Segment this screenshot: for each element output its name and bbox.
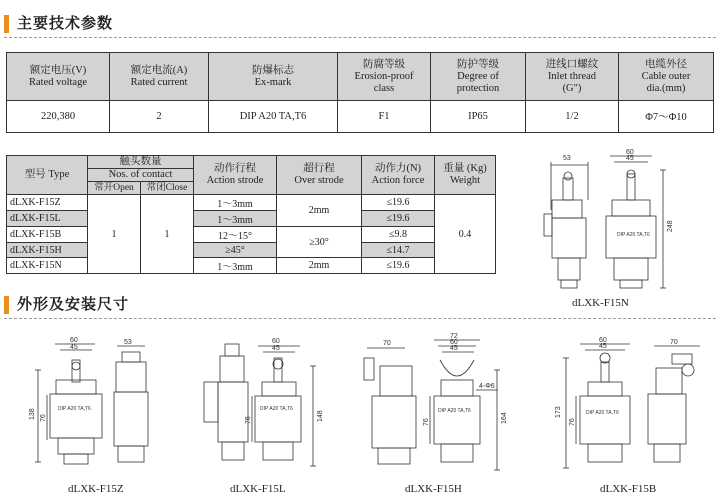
header-en: protection [456, 82, 500, 94]
header-cn: 超行程 [303, 163, 335, 174]
model-cell: dLXK-F15L [7, 211, 88, 227]
nameplate-text: DIP A20 TA,T6 [260, 406, 293, 412]
header-cn: 防爆标志 [252, 64, 294, 76]
model-cell: dLXK-F15H [7, 243, 88, 258]
dim-label: 76 [245, 416, 252, 424]
header-en: Rated voltage [28, 76, 88, 88]
caption-f15z: dLXK-F15Z [68, 483, 124, 495]
header-en: Cable outer [641, 70, 691, 82]
header-cn: 额定电压(V) [29, 64, 87, 76]
nameplate-text: DIP A20 TA,T6 [438, 408, 471, 414]
header-cn: 防护等级 [457, 58, 499, 70]
caption-f15h: dLXK-F15H [405, 483, 462, 495]
header-cn: 防腐等级 [363, 58, 405, 70]
drawing-f15l [204, 338, 324, 466]
header-en: dia.(mm) [646, 82, 686, 94]
drawing-f15b [555, 337, 700, 468]
header-en: Degree of [457, 70, 499, 82]
dim-label: 76 [423, 418, 430, 426]
header-cn: 重量 (Kg) [443, 163, 487, 174]
dim-label: 148 [317, 410, 324, 422]
header-cn: 额定电流(A) [130, 64, 188, 76]
value-inlet-thread: 1/2 [526, 101, 619, 133]
header-en: Erosion-proof [354, 70, 414, 82]
dim-label: 173 [555, 406, 562, 418]
dim-label: 72 [450, 333, 458, 340]
value-rated-current: 2 [110, 101, 209, 133]
section-title-dimensions: 外形及安装尺寸 [17, 295, 130, 313]
value-protection: IP65 [431, 101, 526, 133]
stroke-cell: 1～3mm [194, 195, 277, 211]
header-cn: 动作力(N) [374, 163, 422, 174]
drawing-f15z [29, 337, 148, 464]
dim-label: 45 [599, 343, 607, 350]
caption-f15n: dLXK-F15N [572, 297, 629, 309]
dim-label: 53 [563, 155, 571, 162]
close-count: 1 [141, 195, 194, 274]
dim-label: 45 [70, 344, 78, 351]
nameplate-text: DIP A20 TA,T6 [617, 232, 650, 238]
stroke-cell: 1～3mm [194, 211, 277, 227]
dim-label: 53 [124, 339, 132, 346]
caption-f15l: dLXK-F15L [230, 483, 286, 495]
header-en: Over strode [294, 175, 344, 186]
section-title-specs: 主要技术参数 [17, 14, 114, 32]
dim-label: 4-Φ6 [479, 383, 495, 390]
force-cell: ≤9.8 [362, 227, 435, 243]
header-en: Ex-mark [254, 76, 292, 88]
value-cable-dia: Φ7～Φ10 [619, 101, 714, 133]
stroke-cell: ≥45° [194, 243, 277, 258]
header-cn: 电缆外径 [645, 58, 687, 70]
header-cn: 进线口螺纹 [545, 58, 599, 70]
dim-label: 45 [626, 155, 634, 162]
model-cell: dLXK-F15B [7, 227, 88, 243]
weight-value: 0.4 [435, 195, 496, 274]
header-en: Action force [371, 175, 425, 186]
over-cell: 2mm [277, 258, 362, 274]
dim-label: 60 [450, 339, 458, 346]
header-model: 型号 Type [7, 156, 88, 195]
dim-label: 70 [383, 340, 391, 347]
header-en: Nos. of contact [88, 168, 193, 181]
dim-label: 164 [501, 412, 508, 424]
dim-label: 138 [29, 408, 36, 420]
header-en: (G") [562, 82, 582, 94]
header-en: Weight [449, 175, 481, 186]
force-cell: ≤19.6 [362, 195, 435, 211]
header-close: 常闭Close [141, 182, 194, 195]
over-cell: 2mm [277, 195, 362, 227]
dim-label: 45 [450, 345, 458, 352]
nameplate-text: DIP A20 TA,T6 [586, 410, 619, 416]
dim-label: 60 [626, 149, 634, 156]
drawing-f15n [544, 149, 674, 288]
over-cell: ≥30° [277, 227, 362, 258]
header-en: Action strode [206, 175, 264, 186]
model-cell: dLXK-F15Z [7, 195, 88, 211]
stroke-cell: 1～3mm [194, 258, 277, 274]
force-cell: ≤19.6 [362, 211, 435, 227]
nameplate-text: DIP A20 TA,T6 [58, 406, 91, 412]
header-cn: 触头数量 [119, 156, 162, 167]
header-open: 常开Open [88, 182, 141, 195]
dim-label: 248 [667, 220, 674, 232]
dim-label: 60 [272, 338, 280, 345]
header-cn: 动作行程 [214, 163, 256, 174]
dim-label: 45 [272, 345, 280, 352]
value-erosion-class: F1 [338, 101, 431, 133]
dim-label: 76 [40, 414, 47, 422]
force-cell: ≤14.7 [362, 243, 435, 258]
header-en: Inlet thread [547, 70, 597, 82]
dim-label: 60 [599, 337, 607, 344]
dim-label: 60 [70, 337, 78, 344]
header-en: class [373, 82, 395, 94]
header-en: Rated current [130, 76, 188, 88]
value-rated-voltage: 220,380 [7, 101, 110, 133]
model-cell: dLXK-F15N [7, 258, 88, 274]
dim-label: 76 [569, 418, 576, 426]
caption-f15b: dLXK-F15B [600, 483, 657, 495]
stroke-cell: 12～15° [194, 227, 277, 243]
dim-label: 70 [670, 339, 678, 346]
drawing-f15h [364, 333, 508, 470]
open-count: 1 [88, 195, 141, 274]
force-cell: ≤19.6 [362, 258, 435, 274]
value-ex-mark: DIP A20 TA,T6 [209, 101, 338, 133]
